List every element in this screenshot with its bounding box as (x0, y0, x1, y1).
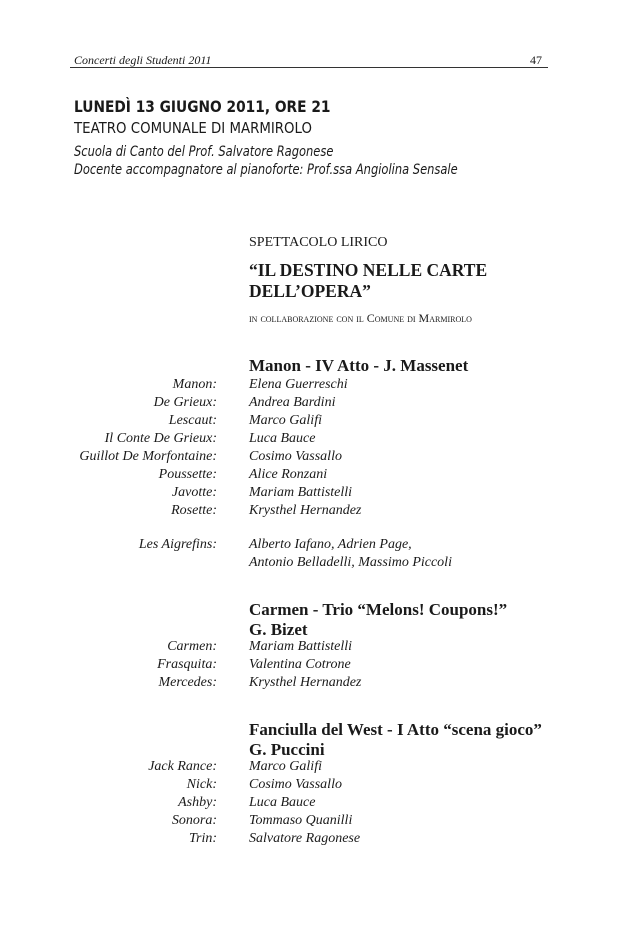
cast-role: Trin: (188, 831, 217, 846)
cast-role: Manon: (172, 377, 217, 392)
work-title-fanciulla (249, 720, 569, 760)
programme-title (249, 260, 549, 302)
cast-role: Carmen: (167, 639, 217, 654)
running-head-title: Concerti degli Studenti 2011 (74, 53, 212, 67)
cast-role: Lescaut: (168, 413, 217, 428)
ensemble-row (0, 537, 620, 556)
cast-role: Javotte: (171, 485, 217, 500)
programme-collaboration: in collaborazione con il Comune di Marmirolo (249, 311, 472, 325)
programme-title-line-1: “IL DESTINO NELLE CARTE (249, 260, 488, 280)
work-title-line-1: Fanciulla del West - I Atto “scena gioco” (249, 720, 542, 739)
cast-role: Ashby: (178, 795, 217, 810)
cast-row (0, 831, 620, 850)
cast-singer: Elena Guerreschi (249, 377, 348, 392)
cast-singer: Tommaso Quanilli (249, 813, 353, 828)
page-number: 47 (530, 53, 542, 67)
ensemble-singers-line-2: Antonio Belladelli, Massimo Piccoli (249, 555, 452, 570)
cast-singer: Valentina Cotrone (249, 657, 351, 672)
header-rule (70, 67, 548, 68)
cast-singer: Krysthel Hernandez (249, 503, 362, 518)
cast-row (0, 377, 620, 396)
cast-row (0, 813, 620, 832)
cast-row (0, 675, 620, 694)
cast-role: De Grieux: (153, 395, 217, 410)
cast-row (0, 657, 620, 676)
cast-row (0, 777, 620, 796)
ensemble-role: Les Aigrefins: (138, 537, 217, 552)
cast-role: Nick: (186, 777, 217, 792)
cast-role: Rosette: (171, 503, 217, 518)
cast-singer: Marco Galifi (249, 413, 322, 428)
cast-singer: Andrea Bardini (249, 395, 336, 410)
work-title-line-1: Manon - IV Atto - J. Massenet (249, 356, 469, 375)
ensemble-singers-line-1: Alberto Iafano, Adrien Page, (249, 537, 412, 552)
work-title-manon (249, 356, 569, 376)
cast-role: Jack Rance: (148, 759, 217, 774)
ensemble-row (0, 555, 620, 574)
cast-singer: Mariam Battistelli (249, 639, 353, 654)
cast-row (0, 485, 620, 504)
cast-row (0, 467, 620, 486)
work-title-carmen (249, 600, 569, 640)
programme-type: SPETTACOLO LIRICO (249, 235, 388, 250)
cast-singer: Luca Bauce (249, 431, 316, 446)
event-date-time: LUNEDÌ 13 GIUGNO 2011, ORE 21 (74, 97, 331, 116)
cast-role: Poussette: (158, 467, 217, 482)
cast-role: Frasquita: (157, 657, 217, 672)
cast-role: Guillot De Morfontaine: (79, 449, 217, 464)
cast-role: Sonora: (171, 813, 217, 828)
cast-row (0, 395, 620, 414)
work-title-line-2: G. Puccini (249, 740, 325, 759)
cast-row (0, 639, 620, 658)
cast-singer: Mariam Battistelli (249, 485, 353, 500)
event-school: Scuola di Canto del Prof. Salvatore Ragonese (74, 144, 334, 160)
cast-row (0, 431, 620, 450)
cast-singer: Luca Bauce (249, 795, 316, 810)
cast-row (0, 759, 620, 778)
cast-role: Mercedes: (158, 675, 217, 690)
cast-row (0, 795, 620, 814)
cast-row (0, 413, 620, 432)
cast-singer: Cosimo Vassallo (249, 449, 342, 464)
cast-row (0, 503, 620, 522)
cast-singer: Krysthel Hernandez (249, 675, 362, 690)
work-title-line-1: Carmen - Trio “Melons! Coupons!” (249, 600, 508, 619)
cast-singer: Salvatore Ragonese (249, 831, 361, 846)
cast-row (0, 449, 620, 468)
work-title-line-2: G. Bizet (249, 620, 308, 639)
event-accompanist: Docente accompagnatore al pianoforte: Prof.ssa Angiolina Sensale (74, 162, 458, 178)
cast-role: Il Conte De Grieux: (104, 431, 217, 446)
programme-title-line-2: DELL’OPERA” (249, 281, 371, 301)
cast-singer: Cosimo Vassallo (249, 777, 342, 792)
cast-singer: Alice Ronzani (249, 467, 328, 482)
cast-singer: Marco Galifi (249, 759, 322, 774)
event-venue: TEATRO COMUNALE DI MARMIROLO (74, 119, 312, 137)
